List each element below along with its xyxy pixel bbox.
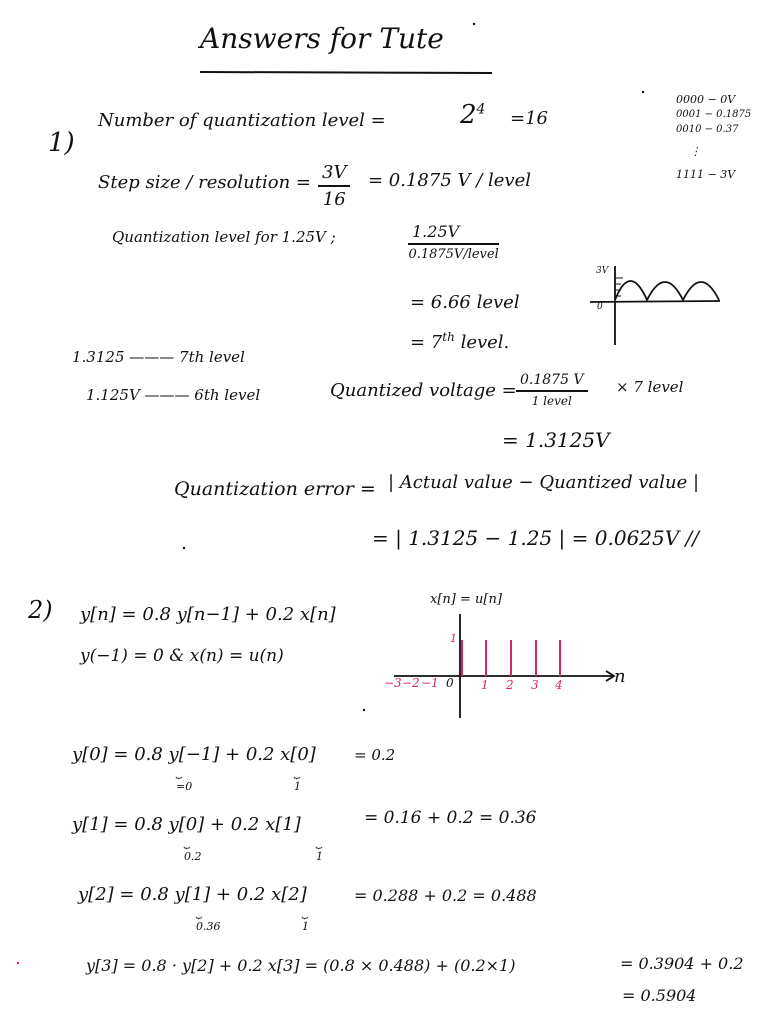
y2-under1: ⏟ 0.36 — [196, 906, 221, 933]
y2-result: = 0.288 + 0.2 = 0.488 — [354, 886, 537, 905]
y0-under1-text: =0 — [176, 780, 193, 793]
plot-tick: 1 — [481, 678, 489, 692]
plot-tick: 0 — [446, 676, 454, 690]
qlevel-label: Quantization level for 1.25V ; — [112, 228, 336, 246]
y3-equation: y[3] = 0.8 · y[2] + 0.2 x[3] = (0.8 × 0.488) + (0.2×1) — [86, 956, 516, 975]
qerr-result: = | 1.3125 − 1.25 | = 0.0625V // — [372, 526, 700, 550]
y1-result: = 0.16 + 0.2 = 0.36 — [364, 808, 537, 828]
qvolt-fraction — [516, 372, 588, 408]
plot-tick: −1 — [421, 676, 439, 690]
y1-under1-text: 0.2 — [184, 850, 202, 863]
plot-tick: −2 — [402, 676, 420, 690]
q1-levels-result: =16 — [510, 108, 548, 129]
binary-row: ⋮ — [690, 145, 701, 158]
qvolt-label: Quantized voltage = — [330, 380, 517, 401]
qvolt-num: 0.1875 V — [516, 372, 588, 392]
y2-under2: ⏟ 1 — [302, 906, 309, 933]
q1-number: 1) — [48, 128, 75, 158]
qvolt-times: × 7 level — [616, 378, 684, 396]
wave-origin-label: 0 — [597, 302, 603, 312]
qvolt-den: 1 level — [531, 394, 572, 408]
y1-under2: ⏟ 1 — [316, 836, 323, 863]
q1-levels-power — [460, 100, 485, 130]
step-num: 3V — [318, 162, 350, 187]
y2-equation: y[2] = 0.8 y[1] + 0.2 x[2] — [78, 884, 307, 905]
plot-tick-one: 1 — [450, 632, 457, 645]
qlevel-eq2-tail: level. — [460, 332, 510, 353]
y0-under1: ⏟ =0 — [176, 766, 193, 793]
qlevel-num: 1.25V — [408, 222, 499, 245]
y3-result1: = 0.3904 + 0.2 — [620, 954, 744, 973]
qlevel-eq2-sup: th — [442, 330, 455, 344]
binary-row: 1111 − 3V — [676, 168, 736, 181]
binary-row: 0010 − 0.37 — [676, 124, 739, 135]
y3-result2: = 0.5904 — [622, 986, 697, 1005]
step-size-fraction — [318, 162, 350, 210]
step-size-result: = 0.1875 V / level — [368, 170, 532, 191]
qlevel-eq2 — [410, 330, 509, 353]
unit-step-plot — [380, 610, 640, 730]
q2-eq2: y(−1) = 0 & x(n) = u(n) — [80, 646, 284, 666]
left-note-6th: 1.125V ——— 6th level — [86, 386, 261, 404]
binary-row: 0000 − 0V — [676, 93, 736, 106]
wave-y-label: 3V — [596, 266, 609, 276]
q2-number: 2) — [28, 596, 53, 624]
step-size-label: Step size / resolution = — [98, 172, 312, 193]
y2-under2-text: 1 — [302, 920, 309, 933]
plot-tick: 4 — [555, 678, 563, 692]
y1-under2-text: 1 — [316, 850, 323, 863]
binary-row: 0001 − 0.1875 — [676, 109, 752, 120]
q1-levels-text: Number of quantization level = — [98, 110, 386, 131]
plot-title: x[n] = u[n] — [430, 592, 502, 607]
qlevel-fraction — [408, 222, 499, 262]
plot-axis-n: n — [614, 666, 626, 687]
y1-under1: ⏟ 0.2 — [184, 836, 202, 863]
plot-tick: 2 — [506, 678, 514, 692]
y0-result: = 0.2 — [354, 746, 396, 764]
qvolt-result: = 1.3125V — [502, 428, 610, 452]
qlevel-eq2-main: = 7 — [410, 332, 443, 353]
q1-levels-exp: 4 — [476, 101, 486, 118]
qlevel-eq1: = 6.66 level — [410, 292, 520, 313]
y0-under2: ⏟ 1 — [294, 766, 301, 793]
y0-equation: y[0] = 0.8 y[−1] + 0.2 x[0] — [72, 744, 316, 765]
left-note-7th: 1.3125 ——— 7th level — [72, 348, 245, 366]
qlevel-den: 0.1875V/level — [408, 247, 499, 262]
qerr-label: Quantization error = — [174, 478, 376, 500]
binary-table — [676, 92, 751, 182]
y1-equation: y[1] = 0.8 y[0] + 0.2 x[1] — [72, 814, 301, 835]
q1-levels-base: 2 — [460, 100, 477, 130]
qerr-expr: | Actual value − Quantized value | — [388, 472, 700, 493]
q2-eq1: y[n] = 0.8 y[n−1] + 0.2 x[n] — [80, 604, 336, 625]
y0-under2-text: 1 — [294, 780, 301, 793]
y2-under1-text: 0.36 — [196, 920, 221, 933]
step-den: 16 — [322, 189, 346, 210]
plot-tick: −3 — [384, 676, 402, 690]
page-title: Answers for Tute — [200, 22, 444, 55]
plot-tick: 3 — [531, 678, 539, 692]
